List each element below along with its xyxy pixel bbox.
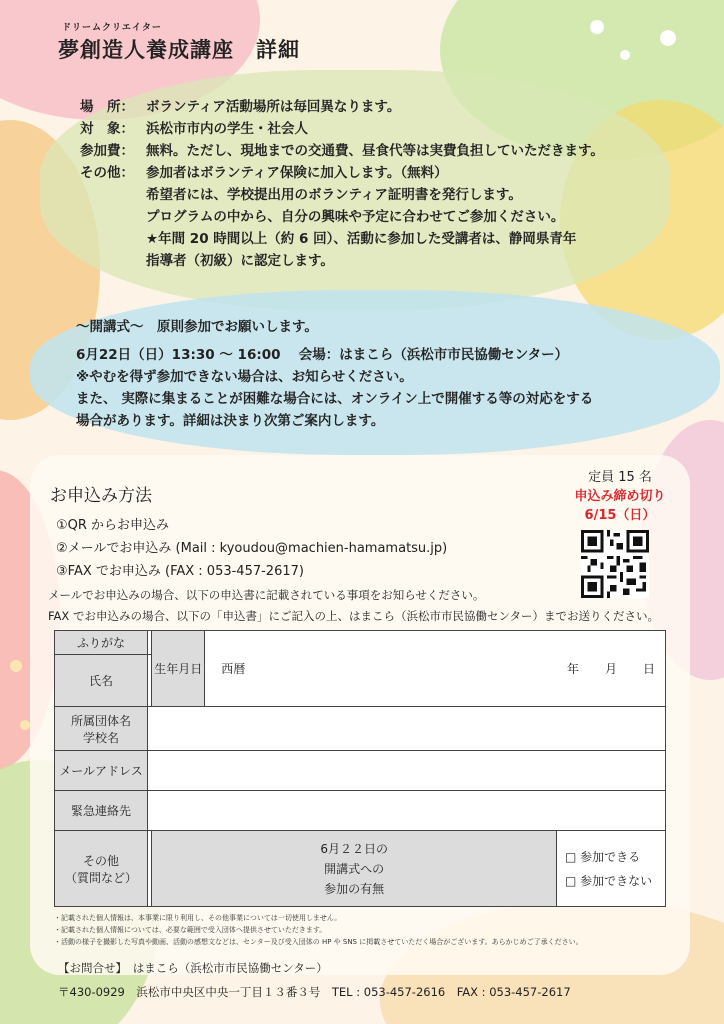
detail-continuation: プログラムの中から、自分の興味や予定に合わせてご参加ください。 [146,209,565,225]
detail-continuation: 指導者（初級）に認定します。 [146,253,334,269]
opening-line: 場合があります。詳細は決まり次第ご案内します。 [76,413,385,429]
privacy-note: ・記載された個人情報については、必要な範囲で受入団体へ提供させていただきます。 [54,926,327,934]
detail-text: 無料。ただし、現地までの交通費、昼食代等は実費負担していただきます。 [146,143,604,159]
year-label: 年 [566,662,579,676]
detail-text: 参加者はボランティア保険に加入します。（無料） [146,165,448,181]
capacity-box [555,468,685,525]
other-label [55,831,148,907]
attend-yes-checkbox[interactable]: □ 参加できる [565,849,641,864]
deadline-label: 申込み締め切り [574,489,666,504]
detail-continuation: ★年間 20 時間以上（約 6 回）、活動に参加した受講者は、静岡県青年 [146,231,577,247]
detail-continuation: 希望者には、学校提出用のボランティア証明書を発行します。 [146,187,522,203]
detail-label: 場 所： [80,99,134,115]
method-mail[interactable]: ②メールでお申込み (Mail : kyoudou@machien-hamamatsu.jp) [56,541,448,556]
opening-line: ※やむを得ず参加できない場合は、お知らせください。 [76,369,413,385]
other-label-line: その他 [82,853,119,868]
privacy-notes [54,912,583,948]
furigana-label: ふりがな [55,631,148,655]
capacity-text: 定員 15 名 [588,470,652,485]
email-label: メールアドレス [55,751,148,791]
detail-text: ボランティア活動場所は毎回異なります。 [146,99,401,115]
emergency-contact-label: 緊急連絡先 [55,791,148,831]
page-title: 夢創造人養成講座 詳細 [58,38,300,62]
contact-line: 【お問合せ】 はまこら（浜松市市民協働センター） [58,961,328,975]
apply-methods [56,514,447,583]
attendance-question-line: 6月２２日の [320,841,388,856]
method-fax: ③FAX でお申込み (FAX : 053-457-2617) [56,564,304,579]
detail-row [80,118,604,140]
seireki-label: 西暦 [221,662,246,676]
attendance-options [557,831,666,907]
birthday-label: 生年月日 [152,631,205,707]
details-section [80,96,604,272]
organization-label-line: 学校名 [82,730,119,745]
contact-address: 〒430-0929 浜松市中央区中央一丁目１３番３号 TEL : 053-457-2616 FAX : 053-457-2617 [58,985,571,999]
organization-label-line: 所属団体名 [70,713,131,728]
name-label: 氏名 [55,655,148,707]
detail-text: 浜松市市内の学生・社会人 [146,121,308,137]
detail-row [80,140,604,162]
organization-field[interactable] [148,707,666,751]
detail-label: 対 象： [80,121,134,137]
method-qr: ①QR からお申込み [56,518,170,533]
attendance-question-line: 参加の有無 [324,881,385,896]
month-label: 月 [604,662,617,676]
attendance-question [152,831,557,907]
note-fax: FAX でお申込みの場合、以下の「申込書」にご記入の上、はまこら（浜松市市民協働センター）までお送りください。 [48,609,659,623]
opening-line: また、 実際に集まることが困難な場合には、オンライン上で開催する等の対応をする [76,391,594,407]
day-label: 日 [642,662,655,676]
note-mail: メールでお申込みの場合、以下の申込書に記載されている事項をお知らせください。 [48,588,485,602]
attend-no-checkbox[interactable]: □ 参加できない [565,873,653,888]
name-field[interactable] [148,655,152,707]
application-form [54,630,666,907]
email-field[interactable] [148,751,666,791]
detail-row [80,162,604,184]
emergency-contact-field[interactable] [148,791,666,831]
birthday-field[interactable] [205,631,666,707]
opening-line: 6月22日（日）13:30 ～ 16:00 会場：はまこら（浜松市市民協働センター） [76,347,569,363]
other-label-line: （質問など） [64,870,137,885]
privacy-note: ・活動の様子を撮影した写真や動画、活動の感想文などは、センター及び受入団体の HP や SNS に掲載させていただく場合がございます。あらかじめご了承ください。 [54,938,583,946]
attendance-question-line: 開講式への [324,861,385,876]
detail-label: 参加費： [80,143,134,159]
qr-code-icon[interactable] [581,530,649,598]
opening-heading: ～開講式～ 原則参加でお願いします。 [76,319,318,335]
detail-row [80,96,604,118]
deadline-date: 6/15（日） [584,508,656,523]
contact-info [58,956,571,1004]
privacy-note: ・記載された個人情報は、本事業に限り利用し、その他事業については一切使用しません。 [54,914,342,922]
opening-ceremony-section [76,316,593,432]
title-ruby: ドリームクリエイター [62,23,162,33]
organization-label [55,707,148,751]
apply-heading: お申込み方法 [50,486,152,506]
detail-label: その他： [80,165,134,181]
